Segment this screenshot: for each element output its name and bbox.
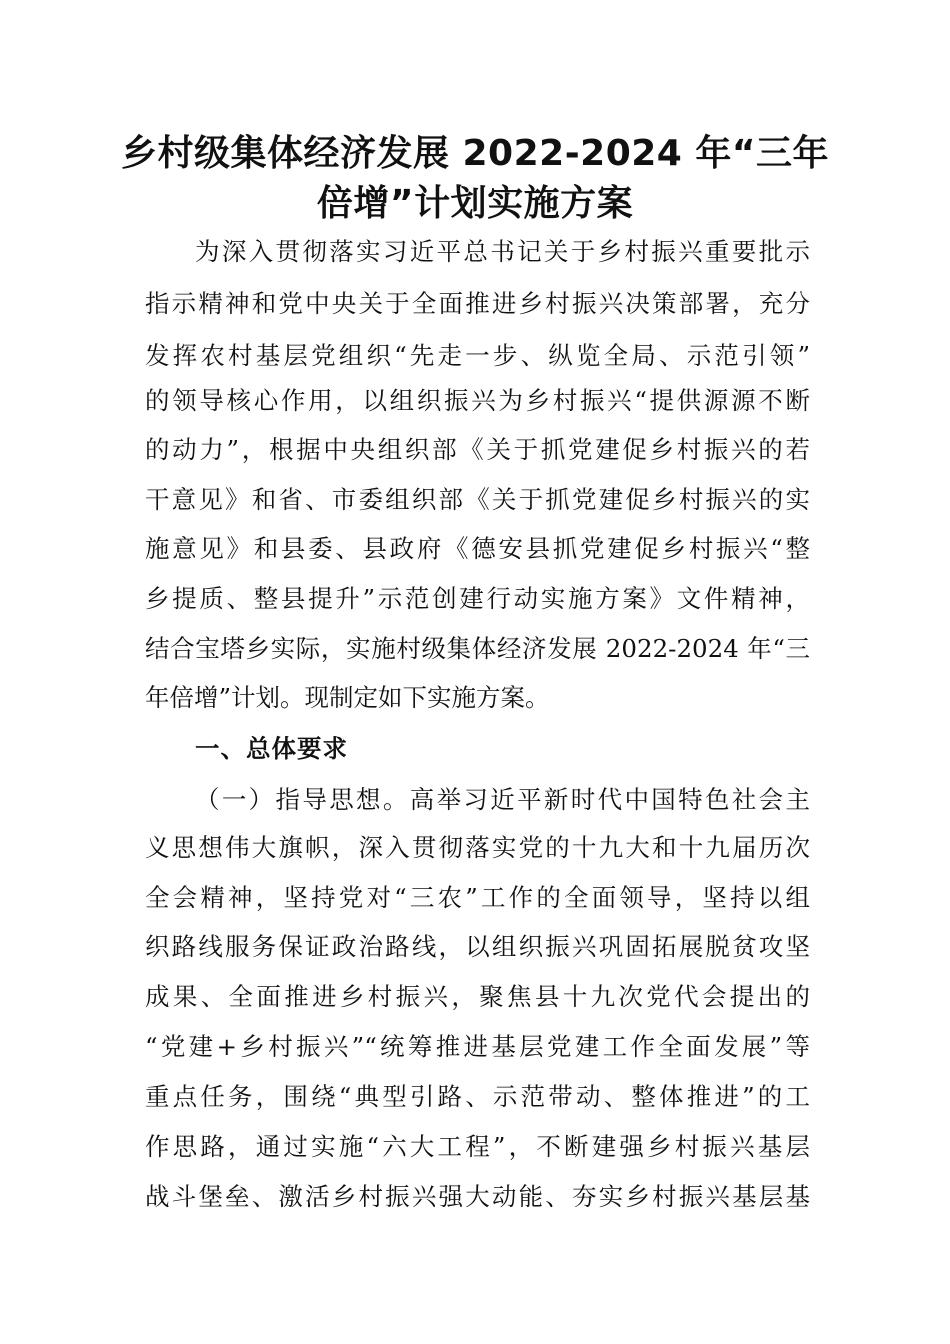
intro-line: 的领导核心作用，以组织振兴为乡村振兴“提供源源不断 bbox=[145, 386, 810, 415]
document-title-line-1: 乡村级集体经济发展 2022-2024 年“三年 bbox=[120, 133, 830, 174]
guiding-line: 全会精神，坚持党对“三农”工作的全面领导，坚持以组 bbox=[145, 883, 810, 912]
guiding-line: 战斗堡垒、激活乡村振兴强大动能、夯实乡村振兴基层基 bbox=[145, 1182, 810, 1211]
intro-line: 结合宝塔乡实际，实施村级集体经济发展 2022-2024 年“三 bbox=[145, 634, 810, 663]
guiding-line: 成果、全面推进乡村振兴，聚焦县十九次党代会提出的 bbox=[145, 982, 810, 1011]
intro-line: 乡提质、整县提升”示范创建行动实施方案》文件精神， bbox=[145, 584, 810, 613]
intro-line: 指示精神和党中央关于全面推进乡村振兴决策部署，充分 bbox=[145, 289, 810, 318]
section-heading: 一、总体要求 bbox=[195, 734, 348, 763]
intro-line: 干意见》和省、市委组织部《关于抓党建促乡村振兴的实 bbox=[145, 485, 810, 514]
guiding-line: （一）指导思想。高举习近平新时代中国特色社会主 bbox=[195, 785, 810, 814]
intro-line: 施意见》和县委、县政府《德安县抓党建促乡村振兴“整 bbox=[145, 534, 810, 563]
guiding-line: 作思路，通过实施“六大工程”，不断建强乡村振兴基层 bbox=[145, 1132, 810, 1161]
guiding-line: 重点任务，围绕“典型引路、示范带动、整体推进”的工 bbox=[145, 1082, 810, 1111]
intro-line: 为深入贯彻落实习近平总书记关于乡村振兴重要批示 bbox=[195, 237, 810, 266]
document-title-line-2: 倍增”计划实施方案 bbox=[316, 183, 634, 224]
intro-line: 年倍增”计划。现制定如下实施方案。 bbox=[145, 683, 550, 712]
guiding-line: 义思想伟大旗帜，深入贯彻落实党的十九大和十九届历次 bbox=[145, 833, 810, 862]
guiding-line: “党建+乡村振兴”“统筹推进基层党建工作全面发展”等 bbox=[145, 1032, 810, 1061]
guiding-line: 织路线服务保证政治路线，以组织振兴巩固拓展脱贫攻坚 bbox=[145, 932, 810, 961]
intro-line: 的动力”，根据中央组织部《关于抓党建促乡村振兴的若 bbox=[145, 435, 810, 464]
intro-line: 发挥农村基层党组织“先走一步、纵览全局、示范引领” bbox=[145, 341, 810, 370]
